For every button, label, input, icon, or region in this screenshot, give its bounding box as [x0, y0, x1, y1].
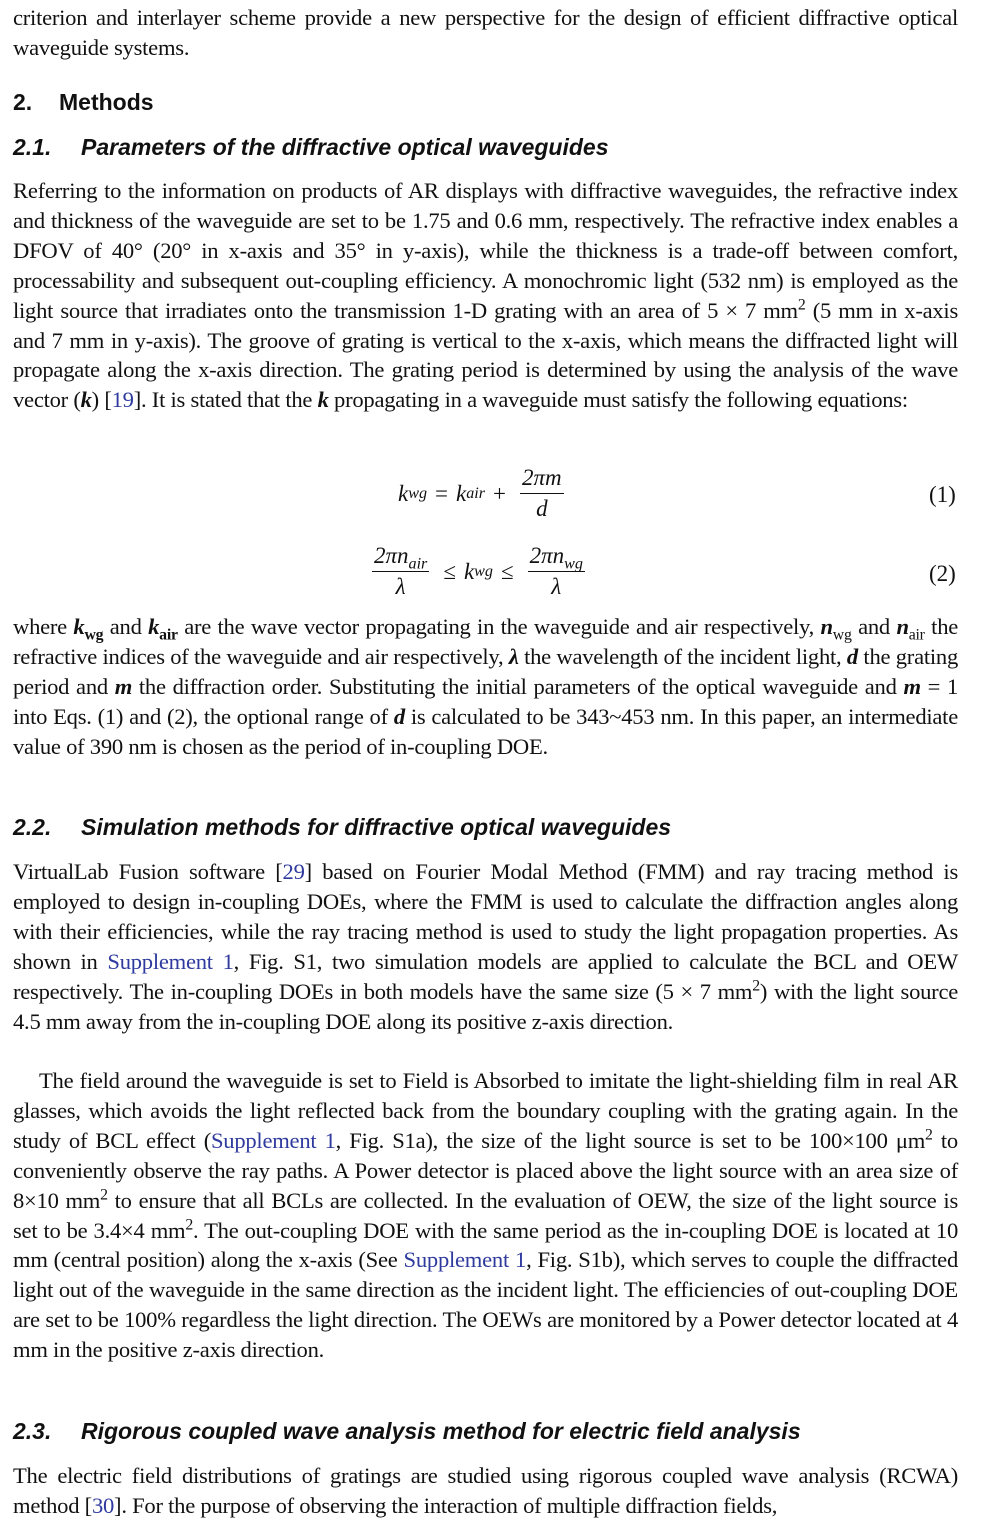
subsection-title: Parameters of the diffractive optical waveguides — [81, 134, 609, 160]
equation-1: k wg = k air + $\frac{2\pi m}{d}$ — [398, 465, 562, 521]
subsection-number: 2.2. — [13, 814, 52, 840]
citation-link-19[interactable]: 19 — [111, 387, 134, 413]
supplement-link[interactable]: Supplement 1 — [107, 948, 234, 974]
section-heading-methods — [13, 89, 154, 116]
subsection-heading-parameters — [13, 134, 608, 161]
subsection-heading-simulation — [13, 814, 671, 841]
supplement-link[interactable]: Supplement 1 — [210, 1127, 336, 1153]
subsection-title: Simulation methods for diffractive optical waveguides — [81, 814, 672, 840]
supplement-link[interactable]: Supplement 1 — [403, 1247, 527, 1273]
equation-number-1: (1) — [929, 482, 956, 507]
paragraph-rcwa: The electric field distributions of gratings are studied using rigorous coupled wave analysis (RCWA) method [30]. For the purpose of observing the interaction of multiple diffraction fields, — [13, 1463, 958, 1518]
subsection-number: 2.3. — [13, 1418, 52, 1444]
paragraph-parameters: Referring to the information on products of AR displays with diffractive waveguides, the refractive index and thickness of the waveguide are set to be 1.75 and 0.6 mm, respectively. The refractive index enables a DFOV of 40° (20° in x-axis and 35° in y-axis), while the thickness is a trade-off between comfort, processability and subsequent out-coupling efficiency. A monochromic light (532 nm) is employed as the light source that irradiates onto the transmission 1-D grating with an area of 5 × 7 $mm^2$ (5 mm in x-axis and 7 mm in y-axis). The groove of grating is vertical to the x-axis, which means the diffracted light will propagate along the x-axis direction. The grating period is determined by using the analysis of the wave vector (k) [19]. It is stated that the k propagating in a waveguide must satisfy the following equations: — [13, 178, 958, 413]
section-title: Methods — [59, 89, 154, 115]
intro-paragraph — [13, 3, 958, 63]
subsection-heading-rcwa — [13, 1418, 801, 1445]
fraction: $\frac{2\pi m}{d}$ — [522, 465, 562, 521]
equation-number-2: (2) — [929, 561, 956, 586]
fraction: $\frac{2\pi n_{air}}{\lambda}$ — [374, 543, 428, 599]
citation-link-30[interactable]: 30 — [91, 1492, 115, 1518]
intro-text: criterion and interlayer scheme provide a new perspective for the design of efficient diffractive optical waveguide systems. — [13, 5, 958, 60]
paragraph-where: where $k_{wg}$ and $k_{air}$ are the wave vector propagating in the waveguide and air respectively, $n_{wg}$ and $n_{air}$ the refractive indices of the waveguide and air respectively, λ the wavelength of the incident light, d the grating period and m the diffraction order. Substituting the initial parameters of the optical waveguide and m = 1 into Eqs. (1) and (2), the optional range of d is calculated to be 343~453 nm. In this paper, an intermediate value of 390 nm is chosen as the period of in-coupling DOE. — [13, 614, 959, 759]
wave-vector-symbol: k — [80, 387, 92, 413]
fraction: $\frac{2\pi n_{wg}}{\lambda}$ — [529, 543, 583, 599]
subsection-number: 2.1. — [13, 134, 52, 160]
subsection-title: Rigorous coupled wave analysis method for electric field analysis — [81, 1418, 801, 1444]
paragraph-simulation-1: VirtualLab Fusion software [29] based on Fourier Modal Method (FMM) and ray tracing method is employed to design in-coupling DOEs, where the FMM is used to calculate the diffraction angles along with their efficiencies, while the ray tracing method is used to study the light propagation properties. As shown in Supplement 1, Fig. S1, two simulation models are applied to calculate the BCL and OEW respectively. The in-coupling DOEs in both models have the same size (5 × 7 $mm^2$) with the light source 4.5 mm away from the in-coupling DOE along its positive z-axis direction. — [13, 859, 959, 1034]
section-number: 2. — [13, 89, 33, 115]
paragraph-simulation-2: The field around the waveguide is set to Field is Absorbed to imitate the light-shielding film in real AR glasses, which avoids the light reflected back from the boundary coupling with the grating again. In the study of BCL effect (Supplement 1, Fig. S1a), the size of the light source is set to be 100×100 $\mu m^2$ to conveniently observe the ray paths. A Power detector is placed above the light source with an area size of 8×10 $mm^2$ to ensure that all BCLs are collected. In the evaluation of OEW, the size of the light source is set to be 3.4×4 $mm^2$. The out-coupling DOE with the same period as the in-coupling DOE is located at 10 mm (central position) along the x-axis (See Supplement 1, Fig. S1b), which serves to couple the diffracted light out of the waveguide in the same direction as the incident light. The efficiencies of out-coupling DOE are set to be 100% regardless the light direction. The OEWs are monitored by a Power detector located at 4 mm in the positive z-axis direction. — [13, 1068, 958, 1363]
equation-2: $\frac{2\pi n_{air}}{\lambda}$ ≤ k wg ≤ $\frac{2\pi n_{wg}}{\lambda}$ — [374, 543, 583, 599]
citation-link-29[interactable]: 29 — [282, 859, 305, 884]
